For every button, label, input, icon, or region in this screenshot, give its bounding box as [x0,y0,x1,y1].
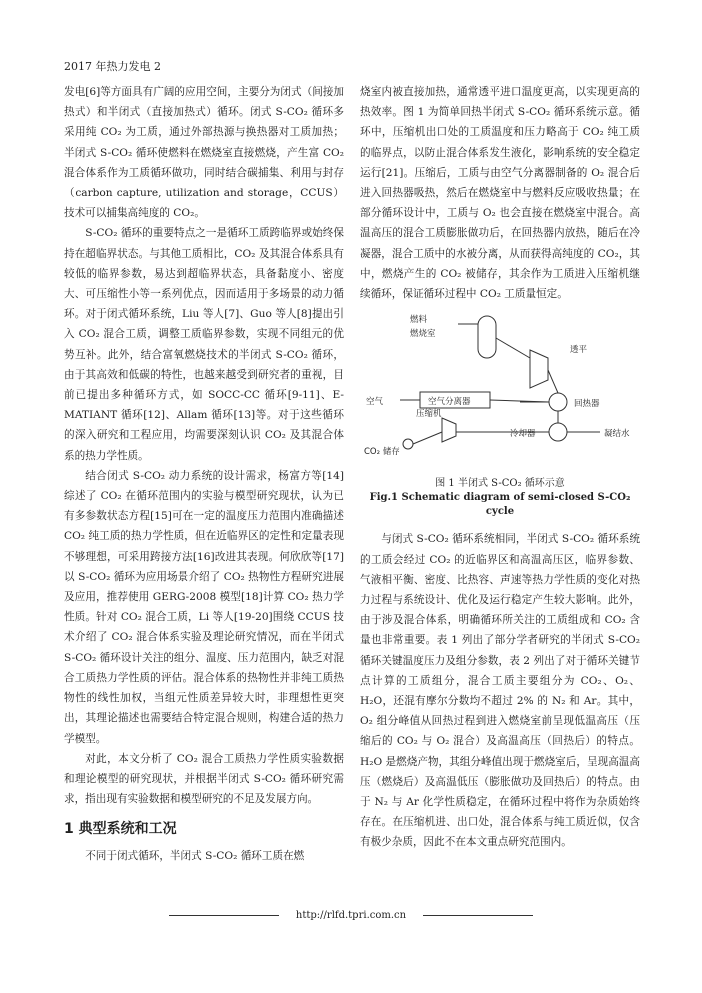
recuperator-shape [549,393,567,411]
asu-label: 空气分离器 [428,397,471,408]
compressor-label: 压缩机 [416,409,442,420]
cooler-shape [549,423,567,441]
footer-rule-right [423,915,533,916]
co2-storage-shape [403,439,413,449]
compressor-shape [442,418,456,442]
paragraph: 与闭式 S-CO₂ 循环系统相同，半闭式 S-CO₂ 循环系统的工质会经过 CO₂ 的近临界区和高温高压区，临界参数、气液相平衡、密度、比热容、声速等热力学性质的变化对热力过程与系统设计、优化及运行稳定产生较大影响。此外，由于涉及混合体系，明确循环所关注的工质组成和 CO₂ 含量也非常重要。表 1 列出了部分学者研究的半闭式 S-CO₂ 循环关键温度压力及组分参数，表 2 列出了对于循环关键节点计算的工质组分，混合工质主要组分为 CO₂、O₂、H₂O，还混有摩尔分数均不超过 2% 的 N₂ 和 Ar。其中，O₂ 组分峰值从回热过程到进入燃烧室前呈现低温高压（压缩后的 CO₂ 与 O₂ 混合）及高温高压（回热后）的特点。H₂O 是燃烧产物，其组分峰值出现于燃烧室后，呈现高温高压（燃烧后）及高温低压（膨胀做功及回热后）的特点。由于 N₂ 与 Ar 化学性质稳定，在循环过程中将作为杂质始终存在。在压缩机进、出口处，混合体系与纯工质近似，仅含有极少杂质，因此不在本文重点研究范围内。 [360,533,640,849]
cycle-diagram [360,308,640,458]
paragraph: 烧室内被直接加热，通常透平进口温度更高，以实现更高的热效率。图 1 为简单回热半闭式 S-CO₂ 循环系统示意。循环中，压缩机出口处的工质温度和压力略高于 CO₂ 纯工质的临界点，以防止混合体系发生液化，影响系统的安全稳定运行[21]。压缩后，工质与由空气分离器制备的 O₂ 混合后进入回热器吸热，然后在燃烧室中与燃料反应吸收热量；在部分循环设计中，工质与 O₂ 也会直接在燃烧室中混合。高温高压的混合工质膨胀做功后，在回热器内放热，随后在冷凝器，混合工质中的水被分离，从而获得高纯度的 CO₂，其中，燃烧产生的 CO₂ 被储存，其余作为工质进入压缩机继续循环，保证循环过程中 CO₂ 工质量恒定。 [360,86,640,301]
paragraph: 结合闭式 S-CO₂ 动力系统的设计需求，杨富方等[14]综述了 CO₂ 在循环范围内的实验与模型研究现状，认为已有多参数状态方程[15]可在一定的温度压力范围内准确描述 CO₂ 纯工质的热力学性质，但在近临界区的定性和定量表现不够理想，可采用跨接方法[16]改进其表现。何欣欣等[17]以 S-CO₂ 循环为应用场景介绍了 CO₂ 热物性方程研究进展及应用，推荐使用 GERG-2008 模型[18]计算 CO₂ 热力学性质。针对 CO₂ 混合工质，Li 等人[19-20]围绕 CCUS 技术介绍了 CO₂ 混合体系实验及理论研究情况，而在半闭式 S-CO₂ 循环设计关注的组分、温度、压力范围内，缺乏对混合工质热力学性质的评估。混合体系的热物性并非纯工质热物性的线性加权，当组元性质差异较大时，非理想性更突出，其理论描述也需要结合特定混合规则，构建合适的热力学模型。 [64,469,344,745]
combustor-vessel [478,316,496,358]
paragraph: 对此，本文分析了 CO₂ 混合工质热力学性质实验数据和理论模型的研究现状，并根据半闭式 S-CO₂ 循环研究需求，指出现有实验数据和模型研究的不足及发展方向。 [64,752,344,806]
recuperator-label: 回热器 [574,399,600,410]
right-column [360,82,640,853]
footer-rule-left [169,915,279,916]
cooler-label: 冷却器 [510,429,536,440]
page-header: 2017 年热力发电 2 [64,60,161,73]
turbine-shape [530,350,548,388]
paragraph: S-CO₂ 循环的重要特点之一是循环工质跨临界或始终保持在超临界状态。与其他工质相比，CO₂ 及其混合体系具有较低的临界参数，易达到超临界状态，具备黏度小、密度大、可压缩性小等一系列优点，因而适用于多场景的动力循环。对于闭式循环系统，Liu 等人[7]、Guo 等人[8]提出引入 CO₂ 混合工质，调整工质临界参数，实现不同组元的优势互补。此外，结合富氧燃烧技术的半闭式 S-CO₂ 循环，由于其高效和低碳的特性，也越来越受到研究者的重视，目前已提出多种循环方式，如 SOCC-CC 循环[9-11]、E-MATIANT 循环[12]、Allam 循环[13]等。对于这些循环的深入研究和工程应用，均需要深刻认识 CO₂ 及其混合体系的热力学性质。 [64,227,344,462]
fuel-label: 燃料 [410,315,428,326]
paragraph: 发电[6]等方面具有广阔的应用空间，主要分为闭式（间接加热式）和半闭式（直接加热式）循环。闭式 S-CO₂ 循环多采用纯 CO₂ 为工质，通过外部热源与换热器对工质加热；半闭式 S-CO₂ 循环使燃料在燃烧室直接燃烧，产生富 CO₂ 混合体系作为工质循环做功，同时结合碳捕集、利用与封存（carbon capture, utilization and storage，CCUS）技术可以捕集高纯度的 CO₂。 [64,86,344,220]
page-footer [0,910,702,921]
left-column [64,82,344,866]
condensate-label: 凝结水 [604,429,630,440]
co2-storage-label: CO₂ 储存 [364,447,400,458]
combustor-label: 燃烧室 [410,329,436,340]
figure-caption-en: Fig.1 Schematic diagram of semi-closed S-CO₂ cycle [369,492,631,518]
flow-lines [400,324,600,444]
figure-caption-cn: 图 1 半闭式 S-CO₂ 循环示意 [435,478,565,490]
air-label: 空气 [366,397,384,408]
section-heading: 1 典型系统和工况 [64,821,177,838]
footer-url: http://rlfd.tpri.com.cn [295,910,407,921]
paragraph: 不同于闭式循环，半闭式 S-CO₂ 循环工质在燃 [85,849,305,862]
turbine-label: 透平 [570,345,588,356]
